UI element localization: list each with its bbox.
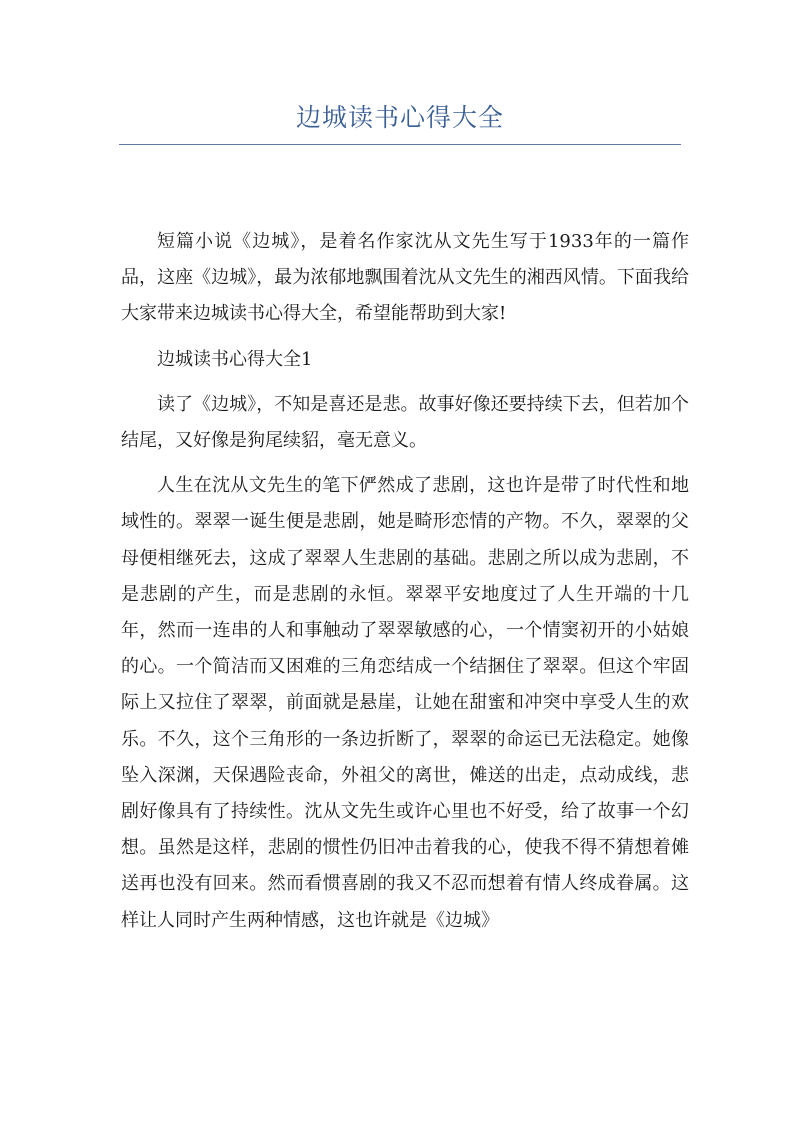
title-underline [119,144,681,145]
section-heading: 边城读书心得大全1 [157,348,313,370]
document-title: 边城读书心得大全 [295,103,504,132]
document-body [121,224,689,939]
body-paragraph-2: 人生在沈从文先生的笔下俨然成了悲剧，这也许是带了时代性和地域性的。翠翠一诞生便是悲剧，她是畸形恋情的产物。不久，翠翠的父母便相继死去，这成了翠翠人生悲剧的基础。悲剧之所以成为悲剧，不是悲剧的产生，而是悲剧的永恒。翠翠平安地度过了人生开端的十几年，然而一连串的人和事触动了翠翠敏感的心，一个情窦初开的小姑娘的心。一个简洁而又困难的三角恋结成一个结捆住了翠翠。但这个牢固际上又拉住了翠翠，前面就是悬崖，让她在甜蜜和冲突中享受人生的欢乐。不久，这个三角形的一条边折断了，翠翠的命运已无法稳定。她像坠入深渊，天保遇险丧命，外祖父的离世，傩送的出走，点动成线，悲剧好像具有了持续性。沈从文先生或许心里也不好受，给了故事一个幻想。虽然是这样，悲剧的惯性仍旧冲击着我的心，使我不得不猜想着傩送再也没有回来。然而看惯喜剧的我又不忍而想着有情人终成眷属。这样让人同时产生两种情感，这也许就是《边城》 [121,475,689,931]
body-paragraph-1: 读了《边城》，不知是喜还是悲。故事好像还要持续下去，但若加个结尾，又好像是狗尾续貂，毫无意义。 [121,393,689,452]
intro-paragraph: 短篇小说《边城》，是着名作家沈从文先生写于1933年的一篇作品，这座《边城》，最为浓郁地飘围着沈从文先生的湘西风情。下面我给大家带来边城读书心得大全，希望能帮助到大家! [121,231,689,325]
